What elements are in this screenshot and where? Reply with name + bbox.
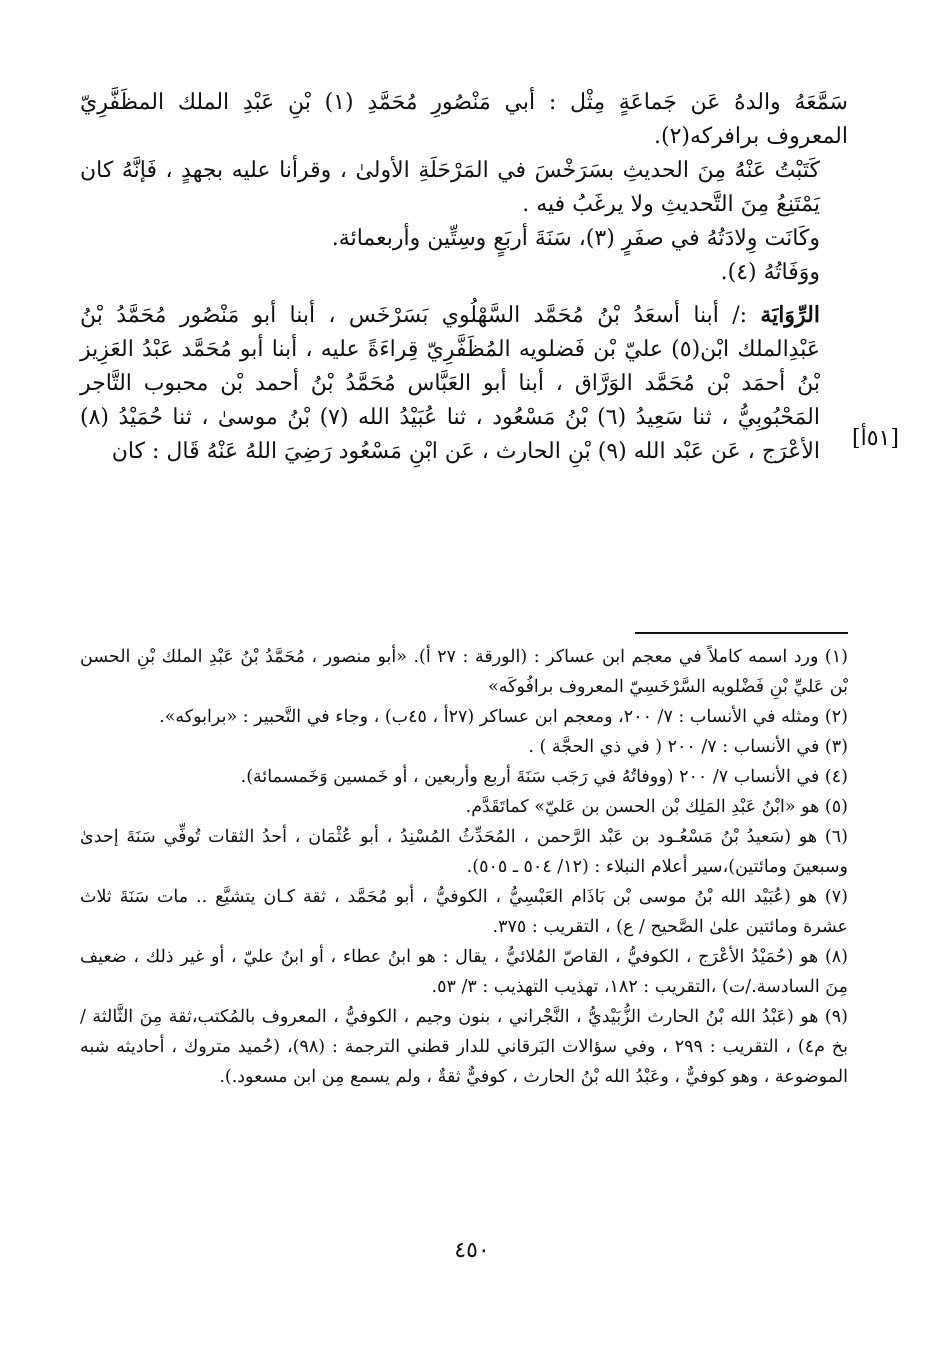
paragraph-intro: سَمَّعَهُ والدهُ عَن جَماعَةٍ مِثْل : أبي مَنْصُورِ مُحَمَّدِ (١) بْنِ عَبْدِ الملك المظَفَّرِيّ المعروف برافركه(٢). — [80, 90, 848, 149]
paragraph-writing: كَتَبْتُ عَنْهُ مِنَ الحديثِ بسَرَخْسَ في المَرْحَلَةِ الأولىٰ ، وقرأنا عليه بجهدٍ ، فَإنَّهُ كان يَمْتَنِعُ مِنَ التَّحديثِ ولا يرغَبُ فيه . — [80, 158, 820, 217]
footnote: (١) ورد اسمه كاملاً في معجم ابن عساكر : (الورقة : ٢٧ أ). «أبو منصور ، مُحَمَّدُ بْنُ عَبْدِ الملك بْنِ الحسن بْن عَليِّ بْنِ فَضْلويه السَّرْخَسِيّ المعروف برافُوكَه» — [80, 647, 848, 697]
footnote-separator — [635, 632, 848, 634]
manuscript-folio-reference: [٥١أ] — [852, 426, 899, 451]
main-text — [80, 86, 848, 469]
paragraph-riwaya — [80, 298, 848, 469]
page-number: ٤٥٠ — [454, 1238, 490, 1263]
paragraph-birth: وكَانَت وِلادَتُهُ في صفَرٍ (٣)، سَنَةَ أربَعٍ وسِتِّين وأربعمائة. — [331, 226, 820, 251]
footnote: (٩) هو (عَبْدُ الله بْنُ الحارث الزُّبَيْديُّ ، النَّجْراني ، بنون وجيم ، الكوفيُّ ، المعروف بالمُكتب،ثقة مِنَ الثَّالثة / بخ م٤) ، التقريب : ٢٩٩ ، وفي سؤالات البَرقاني للدار قطني الترجمة : (٩٨)، (حُميد متروك ، أحاديثه شبه الموضوعة ، وهو كوفيٌّ ، وعَبْدُ الله بْنُ الحارث ، كوفيٌّ ثقةٌ ، ولم يسمع مِن ابن مسعود.). — [80, 1007, 848, 1087]
footnote: (٧) هو (عُبَيْد الله بْنُ موسى بْن بَاذَام العَبْسِيُّ ، الكوفيُّ ، أبو مُحَمَّد ، ثقة كـان يتشيَّع .. مات سَنَةَ ثلاث عشرة ومائتين علىٰ الصَّحيح / ع) ، التقريب : ٣٧٥. — [80, 887, 848, 937]
footnote: (٥) هو «ابْنُ عَبْدِ المَلِك بْن الحسن بن عَليّ» كماتَقَدَّم. — [465, 797, 848, 817]
footnote: (٣) في الأنساب : ٧/ ٢٠٠ ( في ذي الحجَّة ) . — [528, 737, 848, 757]
footnotes — [80, 642, 848, 1092]
footnote: (٨) هو (حُمَيْدُ الأعْرَج ، الكوفيُّ ، القاصّ المُلائيُّ ، يقال : هو ابنُ عطاء ، أو ابنُ عليّ ، أو غير ذلك ، ضعيف مِنَ السادسة./ت) ،التقريب : ١٨٢، تهذيب التهذيب : ٣/ ٥٣. — [80, 947, 848, 997]
riwaya-text: :/ أبنا أسعَدُ بْنُ مُحَمَّد السَّهْلُوي بَسَرْخَس ، أبنا أبو مَنْصُور مُحَمَّدُ بْنُ عَبْدِالملك ابْن(٥) عليّ بْن فَضلويه المُظَفَّرِيّ قِراءَةً عليه ، أبنا أبو مُحَمَّد عَبْدُ العَزِيز بْنُ أحمَد بْن مُحَمَّد الوَرَّاق ، أبنا أبو العَبَّاس مُحَمَّدُ بْنُ أحمد بْن محبوب التَّاجر المَحْبُوبِيُّ ، ثنا سَعِيدُ (٦) بْنُ مَسْعُود ، ثنا عُبَيْدُ الله (٧) بْنُ موسىٰ ، ثنا حُمَيْدُ (٨) الأعْرَج ، عَن عَبْد الله (٩) بْنِ الحارث ، عَن ابْنِ مَسْعُود رَضِيَ اللهُ عَنْهُ قَال : كان — [80, 303, 820, 464]
footnote: (٦) هو (سَعيدُ بْنُ مَسْعُـود بن عَبْد الرَّحمن ، المُحَدِّثُ المُسْنِدُ ، أبو عُثْمَان ، أحدُ الثقات تُوفِّي سَنَةَ إحدىٰ وسبعينَ ومائتين)،سير أعلام النبلاء : (١٢/ ٥٠٤ ـ ٥٠٥). — [80, 827, 848, 877]
footnote: (٤) في الأنساب ٧/ ٢٠٠ (ووفاتُهُ في رَجَب سَنَةَ أربع وأربعين ، أو خَمسين وَخَمسمائة). — [240, 767, 848, 787]
riwaya-label: الرِّوَايَة — [760, 302, 820, 328]
paragraph-death: ووَفَاتُهُ (٤). — [720, 260, 820, 285]
footnote: (٢) ومثله في الأنساب : ٧/ ٢٠٠، ومعجم ابن عساكر (٢٧أ ، ٤٥ب) ، وجاء في التَّحبير : «برابوكه». — [159, 707, 848, 727]
